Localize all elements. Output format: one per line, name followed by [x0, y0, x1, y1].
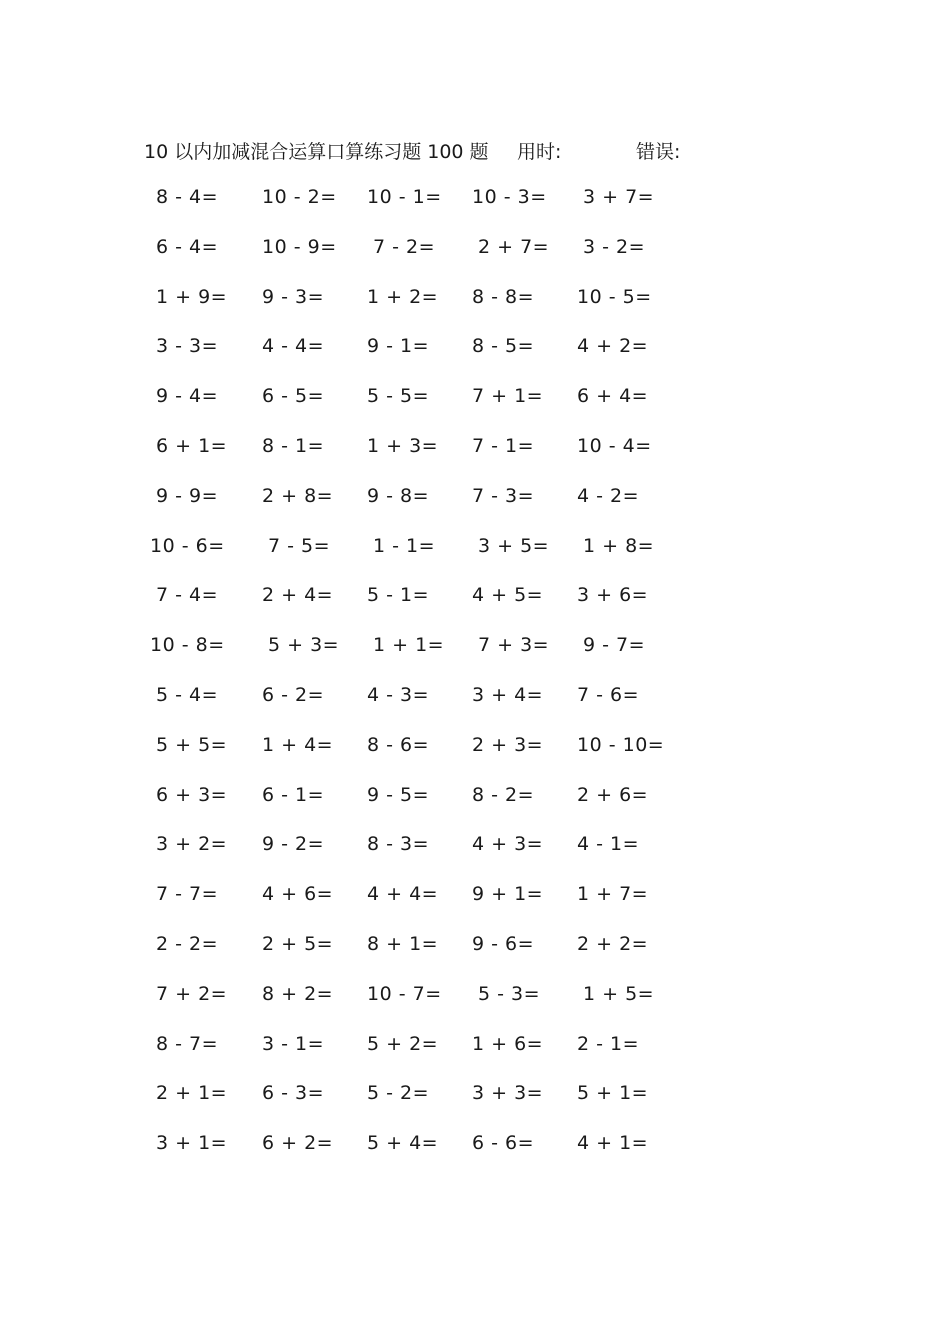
problem-item: 5 - 1= — [367, 584, 430, 606]
problem-item: 4 + 1= — [577, 1132, 649, 1154]
problem-item: 10 - 10= — [577, 734, 665, 756]
problem-item: 10 - 9= — [262, 236, 337, 258]
problem-item: 2 + 5= — [262, 933, 334, 955]
problem-row — [0, 983, 950, 1011]
problem-item: 3 + 3= — [472, 1082, 544, 1104]
problem-row — [0, 1132, 950, 1160]
problem-row — [0, 784, 950, 812]
problem-item: 4 + 3= — [472, 833, 544, 855]
problem-item: 2 + 2= — [577, 933, 649, 955]
problem-item: 9 - 5= — [367, 784, 430, 806]
problem-row — [0, 435, 950, 463]
problem-item: 9 - 7= — [583, 634, 646, 656]
problem-item: 9 - 2= — [262, 833, 325, 855]
problem-row — [0, 933, 950, 961]
problem-item: 1 + 5= — [583, 983, 655, 1005]
problem-item: 5 + 5= — [156, 734, 228, 756]
problem-row — [0, 833, 950, 861]
problem-item: 5 - 2= — [367, 1082, 430, 1104]
problem-item: 3 + 5= — [478, 535, 550, 557]
problem-row — [0, 335, 950, 363]
problem-item: 6 - 2= — [262, 684, 325, 706]
problem-item: 5 + 1= — [577, 1082, 649, 1104]
problem-row — [0, 1082, 950, 1110]
problem-item: 8 - 2= — [472, 784, 535, 806]
problem-item: 7 - 2= — [373, 236, 436, 258]
problem-item: 1 + 1= — [373, 634, 445, 656]
problem-item: 2 + 3= — [472, 734, 544, 756]
problem-item: 9 - 4= — [156, 385, 219, 407]
problem-item: 3 + 7= — [583, 186, 655, 208]
errors-label: 错误: — [636, 141, 681, 163]
problem-item: 8 + 2= — [262, 983, 334, 1005]
problem-row — [0, 734, 950, 762]
problem-item: 7 - 5= — [268, 535, 331, 557]
problem-item: 9 - 3= — [262, 286, 325, 308]
problem-item: 10 - 1= — [367, 186, 442, 208]
problem-item: 8 - 4= — [156, 186, 219, 208]
problem-item: 4 - 3= — [367, 684, 430, 706]
problem-item: 8 - 6= — [367, 734, 430, 756]
problem-row — [0, 286, 950, 314]
time-label: 用时: — [517, 141, 562, 163]
problem-item: 5 - 3= — [478, 983, 541, 1005]
problem-item: 2 - 1= — [577, 1033, 640, 1055]
problem-row — [0, 385, 950, 413]
problem-item: 2 + 8= — [262, 485, 334, 507]
problem-item: 2 + 4= — [262, 584, 334, 606]
problem-item: 9 + 1= — [472, 883, 544, 905]
problem-item: 7 + 1= — [472, 385, 544, 407]
problem-item: 10 - 8= — [150, 634, 225, 656]
problem-item: 10 - 7= — [367, 983, 442, 1005]
problem-item: 7 - 7= — [156, 883, 219, 905]
problem-item: 10 - 3= — [472, 186, 547, 208]
problem-row — [0, 186, 950, 214]
problem-item: 7 - 6= — [577, 684, 640, 706]
problem-item: 3 - 1= — [262, 1033, 325, 1055]
problem-item: 4 - 1= — [577, 833, 640, 855]
worksheet-title: 10 以内加减混合运算口算练习题 100 题 — [144, 141, 489, 163]
problem-item: 6 - 1= — [262, 784, 325, 806]
problem-item: 6 - 6= — [472, 1132, 535, 1154]
problem-item: 3 - 3= — [156, 335, 219, 357]
problem-item: 4 + 5= — [472, 584, 544, 606]
problem-item: 9 - 1= — [367, 335, 430, 357]
problem-item: 9 - 9= — [156, 485, 219, 507]
problem-item: 7 + 2= — [156, 983, 228, 1005]
problem-item: 9 - 8= — [367, 485, 430, 507]
problem-item: 5 - 4= — [156, 684, 219, 706]
problem-item: 6 - 5= — [262, 385, 325, 407]
problem-row — [0, 485, 950, 513]
problem-item: 6 + 4= — [577, 385, 649, 407]
problem-item: 1 + 2= — [367, 286, 439, 308]
problem-item: 3 + 1= — [156, 1132, 228, 1154]
problem-item: 1 + 8= — [583, 535, 655, 557]
problem-row — [0, 634, 950, 662]
problem-item: 6 + 1= — [156, 435, 228, 457]
problem-item: 10 - 4= — [577, 435, 652, 457]
problem-item: 5 + 2= — [367, 1033, 439, 1055]
problem-item: 10 - 5= — [577, 286, 652, 308]
problem-item: 6 - 4= — [156, 236, 219, 258]
problem-item: 7 - 1= — [472, 435, 535, 457]
problem-item: 1 - 1= — [373, 535, 436, 557]
problem-item: 4 - 4= — [262, 335, 325, 357]
problem-item: 2 - 2= — [156, 933, 219, 955]
problem-item: 2 + 6= — [577, 784, 649, 806]
problem-item: 6 + 2= — [262, 1132, 334, 1154]
problem-row — [0, 883, 950, 911]
problem-item: 2 + 7= — [478, 236, 550, 258]
problem-item: 8 - 8= — [472, 286, 535, 308]
problem-item: 4 + 4= — [367, 883, 439, 905]
problem-item: 6 + 3= — [156, 784, 228, 806]
problem-item: 4 + 2= — [577, 335, 649, 357]
problem-row — [0, 1033, 950, 1061]
problem-item: 7 + 3= — [478, 634, 550, 656]
problem-item: 4 + 6= — [262, 883, 334, 905]
problem-item: 8 - 7= — [156, 1033, 219, 1055]
problem-item: 3 + 4= — [472, 684, 544, 706]
problem-item: 5 + 4= — [367, 1132, 439, 1154]
problem-item: 8 - 1= — [262, 435, 325, 457]
problem-row — [0, 584, 950, 612]
problem-item: 1 + 9= — [156, 286, 228, 308]
problem-item: 10 - 2= — [262, 186, 337, 208]
problem-item: 7 - 4= — [156, 584, 219, 606]
problem-item: 4 - 2= — [577, 485, 640, 507]
problem-item: 7 - 3= — [472, 485, 535, 507]
problem-item: 3 + 2= — [156, 833, 228, 855]
problem-item: 1 + 3= — [367, 435, 439, 457]
problem-item: 1 + 6= — [472, 1033, 544, 1055]
problem-item: 8 - 3= — [367, 833, 430, 855]
problem-row — [0, 535, 950, 563]
problem-item: 2 + 1= — [156, 1082, 228, 1104]
problem-item: 9 - 6= — [472, 933, 535, 955]
problem-row — [0, 684, 950, 712]
problem-item: 1 + 7= — [577, 883, 649, 905]
problem-item: 5 + 3= — [268, 634, 340, 656]
problem-item: 10 - 6= — [150, 535, 225, 557]
problem-row — [0, 236, 950, 264]
problem-item: 8 + 1= — [367, 933, 439, 955]
problem-item: 3 + 6= — [577, 584, 649, 606]
problem-item: 1 + 4= — [262, 734, 334, 756]
problem-item: 5 - 5= — [367, 385, 430, 407]
problem-item: 3 - 2= — [583, 236, 646, 258]
problem-item: 8 - 5= — [472, 335, 535, 357]
problem-item: 6 - 3= — [262, 1082, 325, 1104]
